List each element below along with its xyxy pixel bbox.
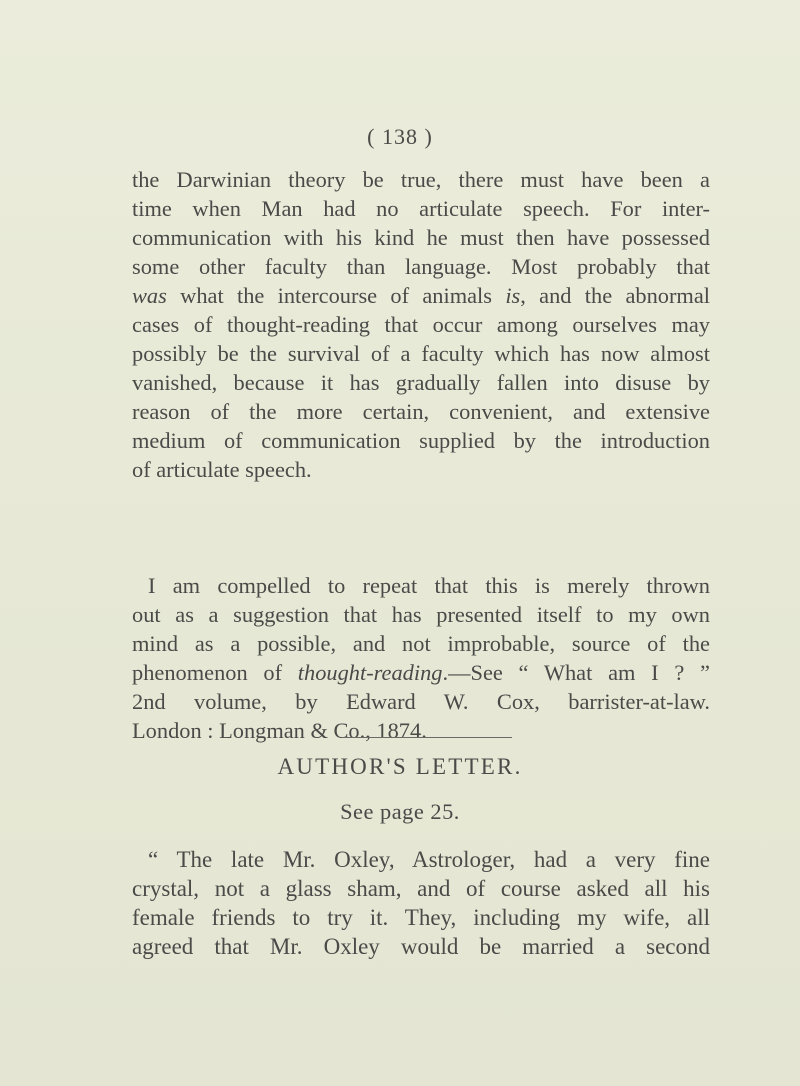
text-line: possibly be the survival of a faculty which has now almost xyxy=(132,341,710,366)
text-fragment: phenomenon of xyxy=(132,660,298,685)
text-line: time when Man had no articulate speech. For inter- xyxy=(132,196,710,221)
section-divider xyxy=(342,737,512,738)
text-line xyxy=(132,658,710,687)
paragraph-darwinian xyxy=(132,165,710,484)
text-fragment: .—See “ What am I ? ” xyxy=(442,660,710,685)
italic-word: was xyxy=(132,283,167,308)
text-fragment: what the intercourse of animals xyxy=(166,283,506,308)
text-line: crystal, not a glass sham, and of course asked all his xyxy=(132,876,710,901)
text-line: female friends to try it. They, including my wife, all xyxy=(132,905,710,930)
italic-word: is xyxy=(505,283,521,308)
text-fragment: , and the abnormal xyxy=(520,283,710,308)
italic-phrase: thought-reading xyxy=(297,660,443,685)
text-line: the Darwinian theory be true, there must have been a xyxy=(132,167,710,192)
text-line: some other faculty than language. Most probably that xyxy=(132,254,710,279)
text-line: mind as a possible, and not improbable, source of the xyxy=(132,631,710,656)
page-reference: See page 25. xyxy=(340,799,460,824)
text-line: of articulate speech. xyxy=(132,457,312,482)
paragraph-suggestion xyxy=(132,571,710,745)
text-line: communication with his kind he must then have possessed xyxy=(132,225,710,250)
text-line: medium of communication supplied by the introduction xyxy=(132,428,710,453)
text-line xyxy=(132,281,710,310)
letter-quote xyxy=(132,845,710,961)
text-line: cases of thought-reading that occur among ourselves may xyxy=(132,312,710,337)
text-line: 2nd volume, by Edward W. Cox, barrister-at-law. xyxy=(132,689,710,714)
page-number: ( 138 ) xyxy=(367,124,433,149)
text-line: London : Longman & Co., 1874. xyxy=(132,718,427,743)
text-line: out as a suggestion that has presented itself to my own xyxy=(132,602,710,627)
section-heading: AUTHOR'S LETTER. xyxy=(277,754,523,779)
text-line: reason of the more certain, convenient, and extensive xyxy=(132,399,710,424)
text-line: I am compelled to repeat that this is merely thrown xyxy=(148,573,710,598)
text-line: agreed that Mr. Oxley would be married a second xyxy=(132,934,710,959)
text-line: vanished, because it has gradually fallen into disuse by xyxy=(132,370,710,395)
text-line: “ The late Mr. Oxley, Astrologer, had a very fine xyxy=(148,847,710,872)
